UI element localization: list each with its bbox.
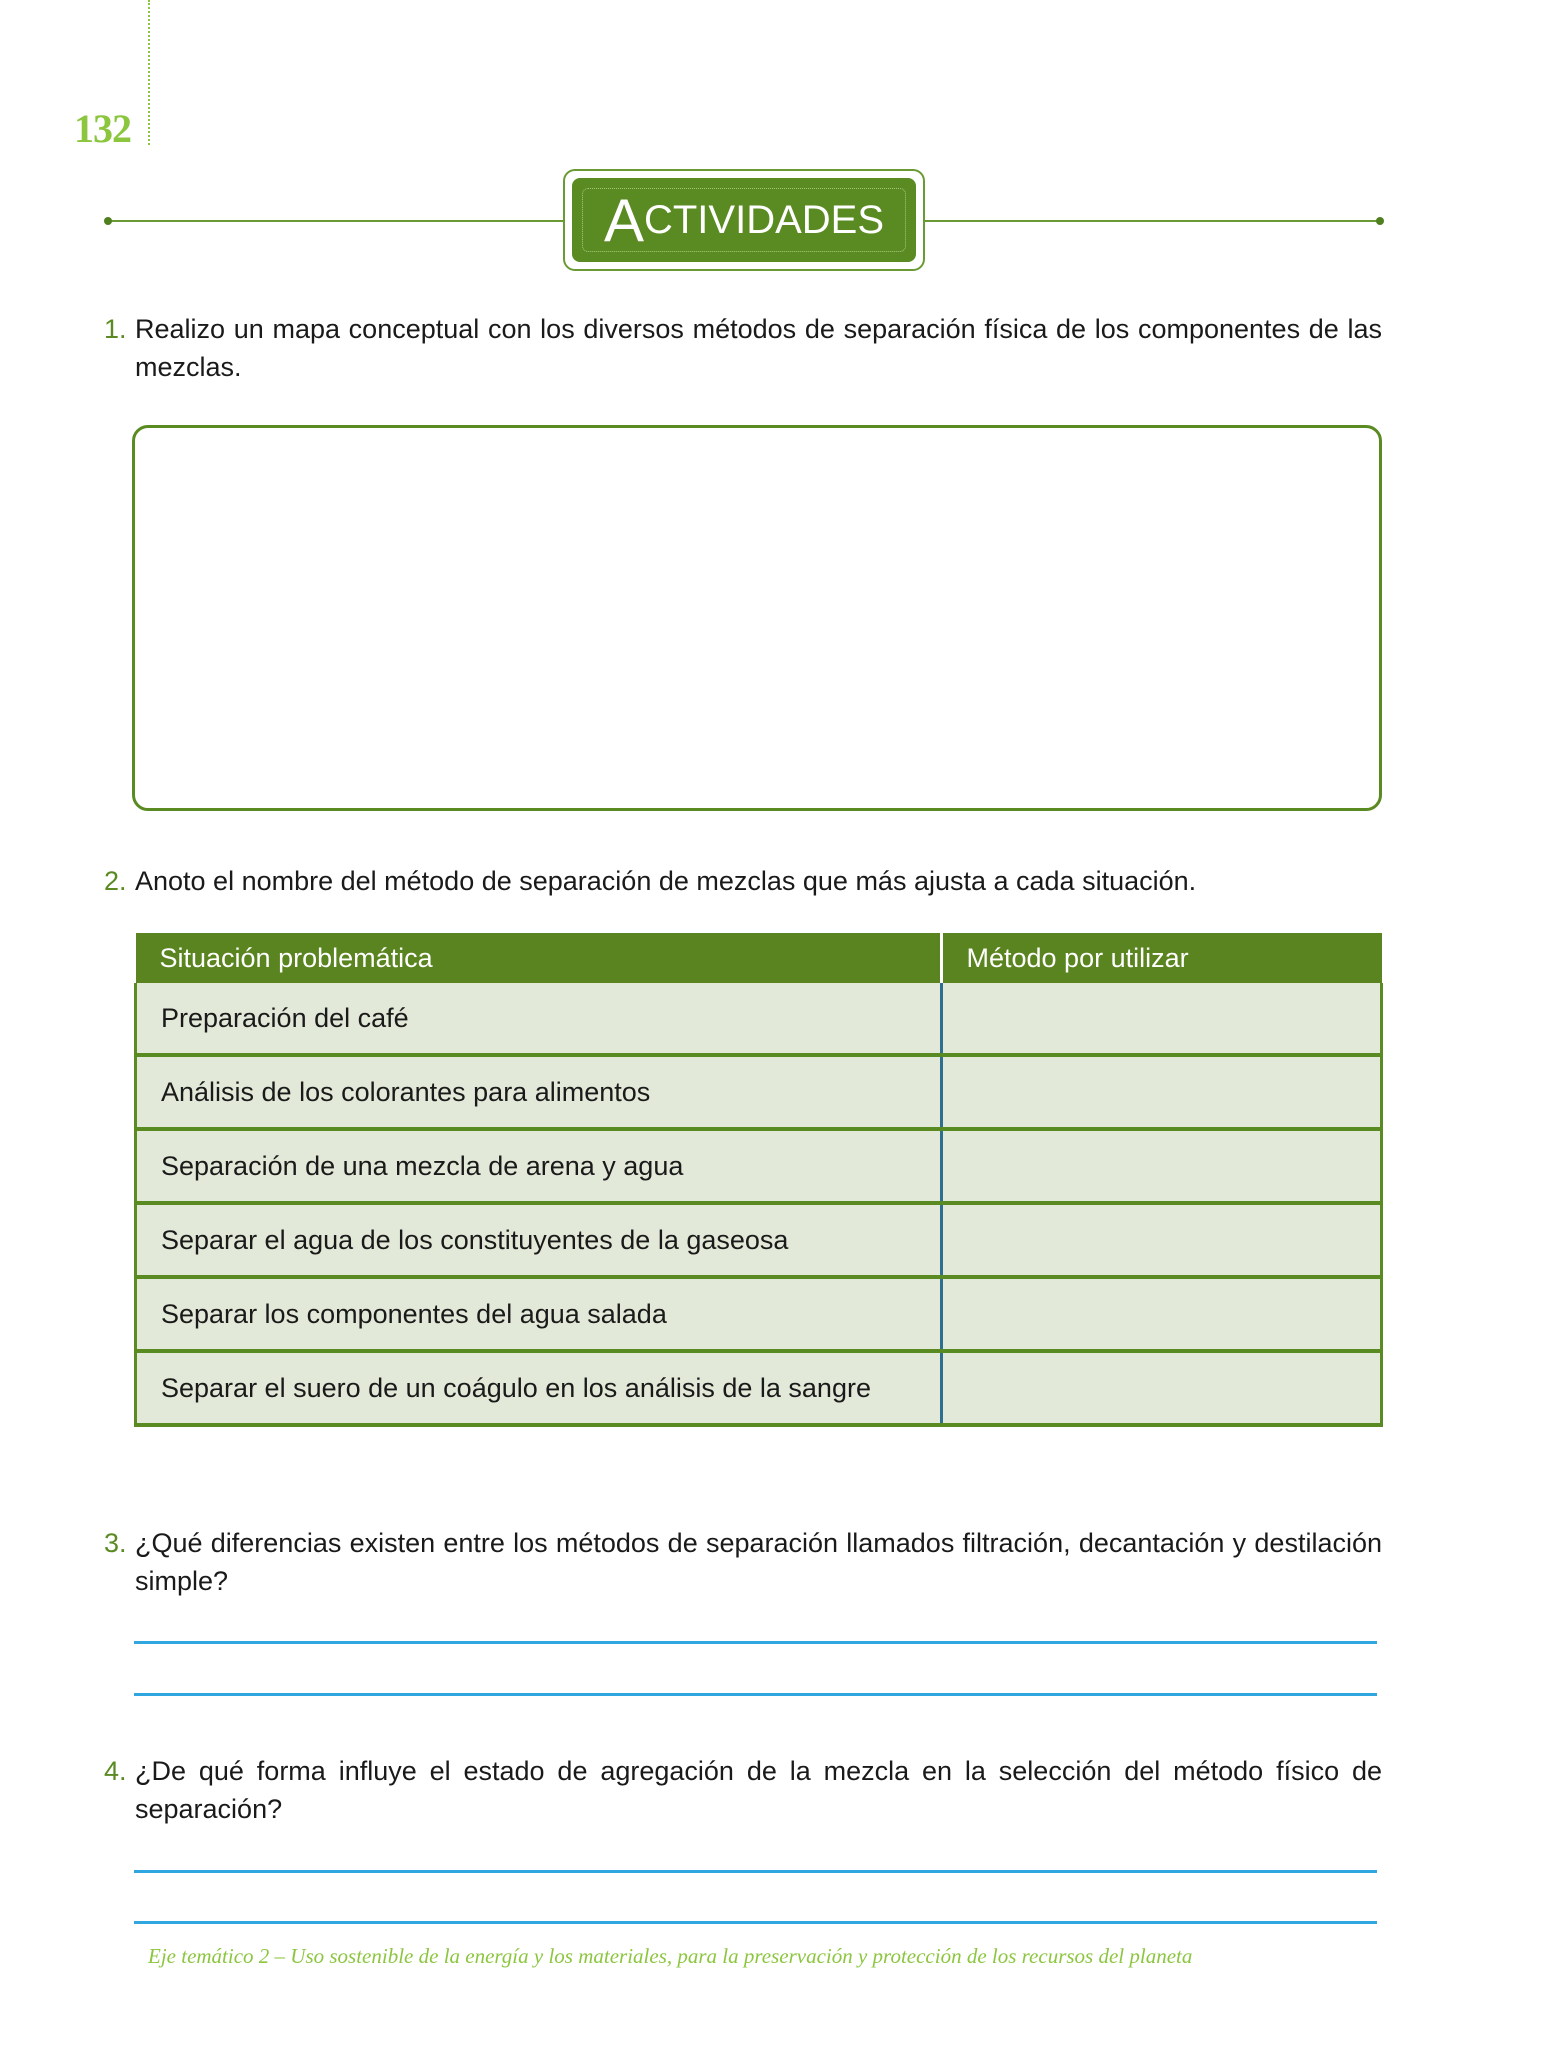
question-text: ¿De qué forma influye el estado de agregación de la mezcla en la selección del método físico de separación? <box>135 1756 1382 1824</box>
question-number: 2. <box>104 866 127 896</box>
method-answer-cell[interactable] <box>941 1351 1382 1425</box>
question-4 <box>104 1752 1382 1828</box>
header-rule-start-dot <box>104 217 112 225</box>
question-text: ¿Qué diferencias existen entre los métodos de separación llamados filtración, decantación y destilación simple? <box>135 1528 1382 1596</box>
situation-cell: Análisis de los colorantes para alimentos <box>136 1055 942 1129</box>
situation-cell: Preparación del café <box>136 983 942 1055</box>
answer-line[interactable] <box>134 1693 1377 1696</box>
question-1 <box>104 310 1382 386</box>
answer-line[interactable] <box>134 1870 1377 1873</box>
situation-cell: Separar los componentes del agua salada <box>136 1277 942 1351</box>
page-footer: Eje temático 2 – Uso sostenible de la energía y los materiales, para la preservación y protección de los recursos del planeta <box>148 1944 1193 1968</box>
table-row <box>136 1351 1382 1425</box>
separation-methods-table <box>134 933 1383 1427</box>
question-number: 3. <box>104 1528 127 1558</box>
method-answer-cell[interactable] <box>941 1055 1382 1129</box>
concept-map-answer-box[interactable] <box>132 425 1382 811</box>
table-row <box>136 983 1382 1055</box>
table-header-row <box>136 933 1382 983</box>
question-number: 1. <box>104 314 127 344</box>
header-rule-end-dot <box>1376 217 1384 225</box>
table-row <box>136 1055 1382 1129</box>
question-2 <box>104 862 1382 900</box>
question-3 <box>104 1524 1382 1600</box>
question-text: Realizo un mapa conceptual con los diversos métodos de separación física de los componentes de las mezclas. <box>135 314 1382 382</box>
column-header-situation: Situación problemática <box>136 933 942 983</box>
section-title <box>572 178 916 262</box>
section-title-initial: A <box>603 186 644 254</box>
question-text: Anoto el nombre del método de separación de mezclas que más ajusta a cada situación. <box>135 866 1197 896</box>
page-number: 132 <box>74 106 131 151</box>
section-title-rest: CTIVIDADES <box>643 197 885 242</box>
table-row <box>136 1203 1382 1277</box>
column-header-method: Método por utilizar <box>941 933 1382 983</box>
method-answer-cell[interactable] <box>941 1277 1382 1351</box>
answer-line[interactable] <box>134 1921 1377 1924</box>
method-answer-cell[interactable] <box>941 983 1382 1055</box>
margin-dotted-rule <box>148 0 150 145</box>
situation-cell: Separación de una mezcla de arena y agua <box>136 1129 942 1203</box>
situation-cell: Separar el suero de un coágulo en los análisis de la sangre <box>136 1351 942 1425</box>
table-row <box>136 1277 1382 1351</box>
question-number: 4. <box>104 1756 127 1786</box>
method-answer-cell[interactable] <box>941 1203 1382 1277</box>
table-row <box>136 1129 1382 1203</box>
answer-line[interactable] <box>134 1641 1377 1644</box>
situation-cell: Separar el agua de los constituyentes de la gaseosa <box>136 1203 942 1277</box>
method-answer-cell[interactable] <box>941 1129 1382 1203</box>
